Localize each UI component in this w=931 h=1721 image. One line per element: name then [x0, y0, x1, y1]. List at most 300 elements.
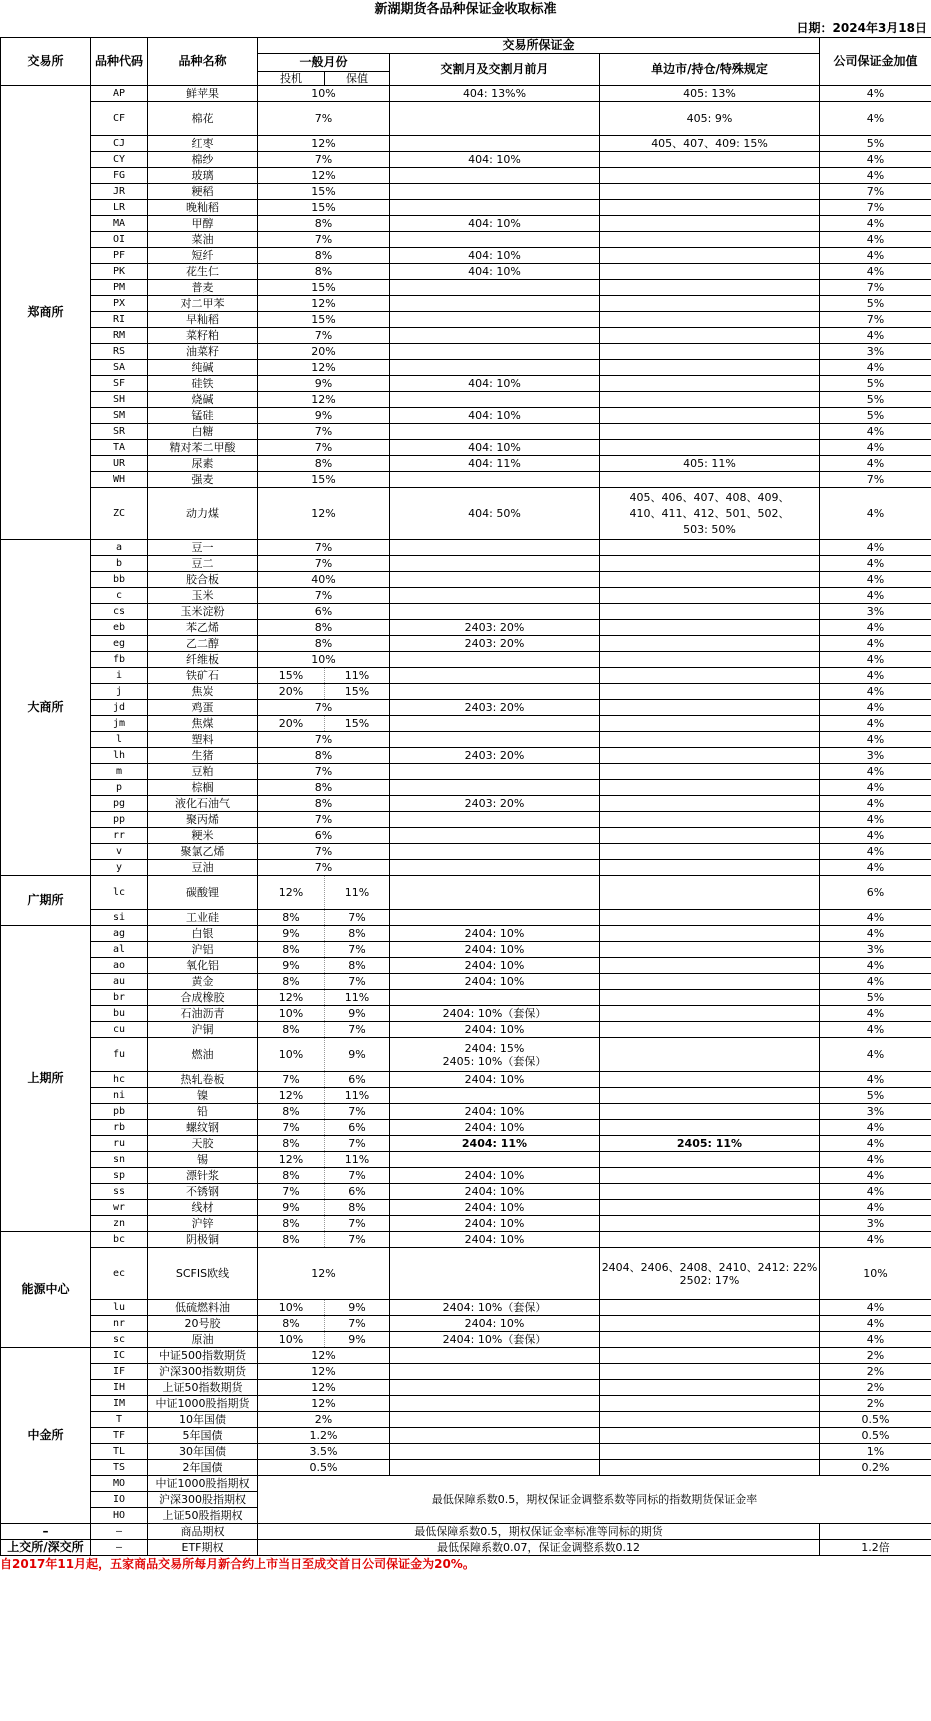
delivery-cell: 404: 10%	[390, 408, 600, 424]
code-cell: WH	[91, 472, 148, 488]
general-cell: 7%	[258, 102, 390, 136]
company-cell: 4%	[820, 232, 931, 248]
delivery-cell	[390, 684, 600, 700]
special-line: 2404、2406、2408、2410、2412: 22%	[601, 1260, 818, 1274]
special-cell	[600, 620, 820, 636]
name-cell: 菜油	[148, 232, 258, 248]
table-row	[1, 1476, 931, 1492]
name-cell: 低硫燃料油	[148, 1300, 258, 1316]
special-cell	[600, 1332, 820, 1348]
company-cell: 4%	[820, 1022, 931, 1038]
table-row	[1, 910, 931, 926]
table-row	[1, 1428, 931, 1444]
table-row	[1, 264, 931, 280]
company-cell: 4%	[820, 152, 931, 168]
table-row	[1, 652, 931, 668]
name-cell: 聚氯乙烯	[148, 844, 258, 860]
code-cell: fb	[91, 652, 148, 668]
hedge-cell: 7%	[325, 942, 390, 958]
code-cell: sc	[91, 1332, 148, 1348]
code-cell: RI	[91, 312, 148, 328]
spec-cell: 8%	[258, 1168, 325, 1184]
company-cell: 3%	[820, 604, 931, 620]
delivery-cell	[390, 556, 600, 572]
name-cell: 聚丙烯	[148, 812, 258, 828]
general-cell: 15%	[258, 200, 390, 216]
name-cell: 阴极铜	[148, 1232, 258, 1248]
code-cell: CY	[91, 152, 148, 168]
table-row	[1, 1524, 931, 1540]
header-exchange-margin: 交易所保证金	[258, 38, 820, 54]
code-cell: FG	[91, 168, 148, 184]
header-spec: 投机	[258, 72, 325, 86]
code-cell: jm	[91, 716, 148, 732]
general-cell: 12%	[258, 360, 390, 376]
special-cell	[600, 200, 820, 216]
name-cell: 白银	[148, 926, 258, 942]
name-cell: 玉米淀粉	[148, 604, 258, 620]
spec-cell: 8%	[258, 1022, 325, 1038]
special-cell	[600, 1444, 820, 1460]
general-cell: 12%	[258, 488, 390, 540]
header-hedge: 保值	[325, 72, 390, 86]
spec-cell: 8%	[258, 1232, 325, 1248]
delivery-cell	[390, 328, 600, 344]
code-cell: lu	[91, 1300, 148, 1316]
table-row	[1, 1136, 931, 1152]
company-cell: 3%	[820, 942, 931, 958]
delivery-cell	[390, 1248, 600, 1300]
delivery-cell	[390, 572, 600, 588]
general-cell: 7%	[258, 812, 390, 828]
code-cell: bc	[91, 1232, 148, 1248]
delivery-cell: 2404: 10%	[390, 958, 600, 974]
company-cell: 5%	[820, 1088, 931, 1104]
name-cell: 豆油	[148, 860, 258, 876]
exchange-cell: 广期所	[1, 876, 91, 926]
special-cell	[600, 1184, 820, 1200]
code-cell: ZC	[91, 488, 148, 540]
hedge-cell: 9%	[325, 1300, 390, 1316]
name-cell: 鲜苹果	[148, 86, 258, 102]
special-cell	[600, 1348, 820, 1364]
special-cell	[600, 1200, 820, 1216]
company-cell: 4%	[820, 1200, 931, 1216]
delivery-cell	[390, 1380, 600, 1396]
delivery-cell: 2404: 10%	[390, 1232, 600, 1248]
name-cell: 焦煤	[148, 716, 258, 732]
table-row	[1, 1184, 931, 1200]
company-cell: 4%	[820, 1038, 931, 1072]
exchange-cell: –	[1, 1524, 91, 1540]
spec-cell: 15%	[258, 668, 325, 684]
name-cell: 上证50股指期权	[148, 1508, 258, 1524]
delivery-cell: 404: 10%	[390, 376, 600, 392]
delivery-cell: 404: 10%	[390, 264, 600, 280]
hedge-cell: 9%	[325, 1006, 390, 1022]
general-cell: 7%	[258, 844, 390, 860]
company-cell	[820, 1524, 931, 1540]
special-cell	[600, 232, 820, 248]
company-cell: 4%	[820, 620, 931, 636]
delivery-cell	[390, 828, 600, 844]
code-cell: bu	[91, 1006, 148, 1022]
company-cell: 4%	[820, 684, 931, 700]
code-cell: PX	[91, 296, 148, 312]
general-cell: 12%	[258, 168, 390, 184]
name-cell: 螺纹钢	[148, 1120, 258, 1136]
company-cell: 3%	[820, 748, 931, 764]
special-cell	[600, 1022, 820, 1038]
name-cell: 液化石油气	[148, 796, 258, 812]
special-cell	[600, 376, 820, 392]
company-cell: 4%	[820, 716, 931, 732]
table-row	[1, 86, 931, 102]
general-cell: 8%	[258, 248, 390, 264]
name-cell: 燃油	[148, 1038, 258, 1072]
company-cell: 2%	[820, 1348, 931, 1364]
company-cell: 5%	[820, 296, 931, 312]
special-cell	[600, 572, 820, 588]
table-row	[1, 588, 931, 604]
name-cell: 乙二醇	[148, 636, 258, 652]
special-cell	[600, 184, 820, 200]
table-row	[1, 1216, 931, 1232]
company-cell: 4%	[820, 812, 931, 828]
name-cell: 鸡蛋	[148, 700, 258, 716]
name-cell: 对二甲苯	[148, 296, 258, 312]
general-cell: 6%	[258, 604, 390, 620]
general-cell: 9%	[258, 376, 390, 392]
delivery-cell	[390, 1428, 600, 1444]
company-cell: 4%	[820, 974, 931, 990]
hedge-cell: 15%	[325, 716, 390, 732]
company-cell: 4%	[820, 1332, 931, 1348]
general-cell: 8%	[258, 796, 390, 812]
code-cell: PF	[91, 248, 148, 264]
code-cell: eg	[91, 636, 148, 652]
header-exchange: 交易所	[1, 38, 91, 86]
code-cell: SF	[91, 376, 148, 392]
company-cell: 4%	[820, 1006, 931, 1022]
spec-cell: 10%	[258, 1332, 325, 1348]
special-cell	[600, 472, 820, 488]
hedge-cell: 7%	[325, 910, 390, 926]
special-cell	[600, 168, 820, 184]
code-cell: au	[91, 974, 148, 990]
exchange-cell: 中金所	[1, 1348, 91, 1524]
hedge-cell: 7%	[325, 1216, 390, 1232]
name-cell: 晚籼稻	[148, 200, 258, 216]
special-cell	[600, 588, 820, 604]
name-cell: 豆二	[148, 556, 258, 572]
code-cell: cs	[91, 604, 148, 620]
hedge-cell: 11%	[325, 990, 390, 1006]
special-cell	[600, 958, 820, 974]
special-cell	[600, 700, 820, 716]
code-cell: IH	[91, 1380, 148, 1396]
code-cell: JR	[91, 184, 148, 200]
code-cell: pg	[91, 796, 148, 812]
hedge-cell: 7%	[325, 1316, 390, 1332]
special-cell	[600, 1006, 820, 1022]
spec-cell: 10%	[258, 1006, 325, 1022]
delivery-cell	[390, 296, 600, 312]
table-row	[1, 958, 931, 974]
special-cell	[600, 764, 820, 780]
table-row	[1, 764, 931, 780]
general-cell: 7%	[258, 588, 390, 604]
name-cell: 动力煤	[148, 488, 258, 540]
special-cell	[600, 844, 820, 860]
special-cell	[600, 248, 820, 264]
table-row	[1, 1088, 931, 1104]
delivery-cell	[390, 360, 600, 376]
code-cell: IC	[91, 1348, 148, 1364]
general-cell: 8%	[258, 636, 390, 652]
general-cell: 7%	[258, 764, 390, 780]
code-cell: jd	[91, 700, 148, 716]
name-cell: 漂针浆	[148, 1168, 258, 1184]
delivery-cell	[390, 344, 600, 360]
delivery-cell	[390, 732, 600, 748]
name-cell: 铁矿石	[148, 668, 258, 684]
code-cell: j	[91, 684, 148, 700]
table-row	[1, 620, 931, 636]
code-cell: wr	[91, 1200, 148, 1216]
name-cell: 沪锌	[148, 1216, 258, 1232]
special-cell	[600, 780, 820, 796]
header-row-1	[1, 38, 931, 54]
company-cell: 4%	[820, 780, 931, 796]
code-cell: IM	[91, 1396, 148, 1412]
company-cell: 4%	[820, 828, 931, 844]
delivery-cell: 2404: 10%（套保）	[390, 1300, 600, 1316]
code-cell: ni	[91, 1088, 148, 1104]
special-cell	[600, 860, 820, 876]
spec-cell: 10%	[258, 1300, 325, 1316]
table-row	[1, 1152, 931, 1168]
company-cell: 4%	[820, 1168, 931, 1184]
special-cell	[600, 1088, 820, 1104]
code-cell: m	[91, 764, 148, 780]
special-cell	[600, 876, 820, 910]
table-row	[1, 684, 931, 700]
company-cell: 4%	[820, 360, 931, 376]
table-row	[1, 1396, 931, 1412]
spec-cell: 8%	[258, 1316, 325, 1332]
delivery-cell: 2404: 10%	[390, 1184, 600, 1200]
hedge-cell: 8%	[325, 926, 390, 942]
company-cell: 5%	[820, 408, 931, 424]
table-row	[1, 200, 931, 216]
name-cell: ETF期权	[148, 1540, 258, 1556]
company-cell: 2%	[820, 1396, 931, 1412]
spec-cell: 20%	[258, 684, 325, 700]
table-row	[1, 926, 931, 942]
delivery-cell	[390, 860, 600, 876]
table-row	[1, 876, 931, 910]
code-cell: SR	[91, 424, 148, 440]
delivery-cell: 2404: 10%	[390, 974, 600, 990]
special-line: 2502: 17%	[679, 1273, 740, 1287]
hedge-cell: 9%	[325, 1332, 390, 1348]
company-cell: 10%	[820, 1248, 931, 1300]
name-cell: 线材	[148, 1200, 258, 1216]
hedge-cell: 7%	[325, 1104, 390, 1120]
name-cell: 烧碱	[148, 392, 258, 408]
hedge-cell: 11%	[325, 876, 390, 910]
table-row	[1, 1348, 931, 1364]
table-row	[1, 232, 931, 248]
code-cell: c	[91, 588, 148, 604]
code-cell: ss	[91, 1184, 148, 1200]
company-cell: 5%	[820, 376, 931, 392]
delivery-cell: 2403: 20%	[390, 636, 600, 652]
name-cell: 豆粕	[148, 764, 258, 780]
code-cell: T	[91, 1412, 148, 1428]
table-row	[1, 1248, 931, 1300]
special-cell	[600, 668, 820, 684]
table-row	[1, 860, 931, 876]
name-cell: 纤维板	[148, 652, 258, 668]
special-cell	[600, 216, 820, 232]
code-cell: AP	[91, 86, 148, 102]
table-row	[1, 1540, 931, 1556]
special-cell	[600, 828, 820, 844]
hedge-cell: 6%	[325, 1120, 390, 1136]
special-cell: 405: 11%	[600, 456, 820, 472]
table-row	[1, 424, 931, 440]
company-cell: 4%	[820, 732, 931, 748]
code-cell: sp	[91, 1168, 148, 1184]
general-cell: 12%	[258, 392, 390, 408]
special-cell	[600, 1300, 820, 1316]
special-cell	[600, 990, 820, 1006]
special-cell	[600, 748, 820, 764]
special-cell	[600, 1380, 820, 1396]
company-cell: 3%	[820, 1104, 931, 1120]
delivery-cell: 2403: 20%	[390, 748, 600, 764]
company-cell: 4%	[820, 216, 931, 232]
delivery-cell: 2404: 10%	[390, 1200, 600, 1216]
name-cell: 纯碱	[148, 360, 258, 376]
code-cell: y	[91, 860, 148, 876]
table-row	[1, 828, 931, 844]
delivery-cell	[390, 540, 600, 556]
special-cell	[600, 264, 820, 280]
special-cell: 405: 9%	[600, 102, 820, 136]
spec-cell: 9%	[258, 926, 325, 942]
company-cell: 4%	[820, 572, 931, 588]
name-cell: 10年国债	[148, 1412, 258, 1428]
name-cell: 锡	[148, 1152, 258, 1168]
name-cell: 2年国债	[148, 1460, 258, 1476]
special-cell	[600, 440, 820, 456]
name-cell: 菜籽粕	[148, 328, 258, 344]
options-note: 最低保障系数0.5，期权保证金调整系数等同标的指数期货保证金率	[258, 1476, 931, 1524]
general-cell: 7%	[258, 232, 390, 248]
report-date: 日期：2024年3月18日	[796, 21, 927, 35]
delivery-cell	[390, 588, 600, 604]
table-row	[1, 248, 931, 264]
general-cell: 8%	[258, 780, 390, 796]
delivery-cell	[390, 1088, 600, 1104]
table-row	[1, 456, 931, 472]
special-cell: 405、407、409: 15%	[600, 136, 820, 152]
special-cell	[600, 1428, 820, 1444]
spec-cell: 7%	[258, 1184, 325, 1200]
code-cell: MA	[91, 216, 148, 232]
company-cell: 1%	[820, 1444, 931, 1460]
spec-cell: 20%	[258, 716, 325, 732]
table-row	[1, 748, 931, 764]
special-cell	[600, 540, 820, 556]
code-cell: MO	[91, 1476, 148, 1492]
header-name: 品种名称	[148, 38, 258, 86]
general-cell: 3.5%	[258, 1444, 390, 1460]
code-cell: cu	[91, 1022, 148, 1038]
special-cell	[600, 1168, 820, 1184]
spec-cell: 10%	[258, 1038, 325, 1072]
name-cell: 石油沥青	[148, 1006, 258, 1022]
code-cell: LR	[91, 200, 148, 216]
table-row	[1, 392, 931, 408]
company-cell: 5%	[820, 392, 931, 408]
code-cell: i	[91, 668, 148, 684]
company-cell: 4%	[820, 456, 931, 472]
spec-cell: 12%	[258, 990, 325, 1006]
company-cell: 4%	[820, 1152, 931, 1168]
code-cell: eb	[91, 620, 148, 636]
code-cell: ru	[91, 1136, 148, 1152]
company-cell: 4%	[820, 588, 931, 604]
table-row	[1, 312, 931, 328]
delivery-cell: 404: 10%	[390, 248, 600, 264]
code-cell: SH	[91, 392, 148, 408]
table-row	[1, 168, 931, 184]
table-row	[1, 572, 931, 588]
etf-options-note: 最低保障系数0.07，保证金调整系数0.12	[258, 1540, 820, 1556]
table-row	[1, 440, 931, 456]
company-cell: 4%	[820, 264, 931, 280]
special-cell	[600, 1460, 820, 1476]
general-cell: 8%	[258, 216, 390, 232]
code-cell: pp	[91, 812, 148, 828]
special-cell	[600, 312, 820, 328]
exchange-cell: 上交所/深交所	[1, 1540, 91, 1556]
special-cell: 405: 13%	[600, 86, 820, 102]
hedge-cell: 8%	[325, 958, 390, 974]
table-row	[1, 604, 931, 620]
special-cell	[600, 280, 820, 296]
name-cell: 氧化铝	[148, 958, 258, 974]
name-cell: 30年国债	[148, 1444, 258, 1460]
delivery-cell	[390, 910, 600, 926]
delivery-cell	[390, 1444, 600, 1460]
table-row	[1, 990, 931, 1006]
spec-cell: 8%	[258, 1216, 325, 1232]
delivery-cell	[390, 844, 600, 860]
delivery-cell: 2404: 10%	[390, 1316, 600, 1332]
code-cell: ao	[91, 958, 148, 974]
general-cell: 7%	[258, 152, 390, 168]
table-row	[1, 1038, 931, 1072]
header-company: 公司保证金加值	[820, 38, 931, 86]
table-row	[1, 1006, 931, 1022]
delivery-cell	[390, 280, 600, 296]
company-cell: 4%	[820, 636, 931, 652]
